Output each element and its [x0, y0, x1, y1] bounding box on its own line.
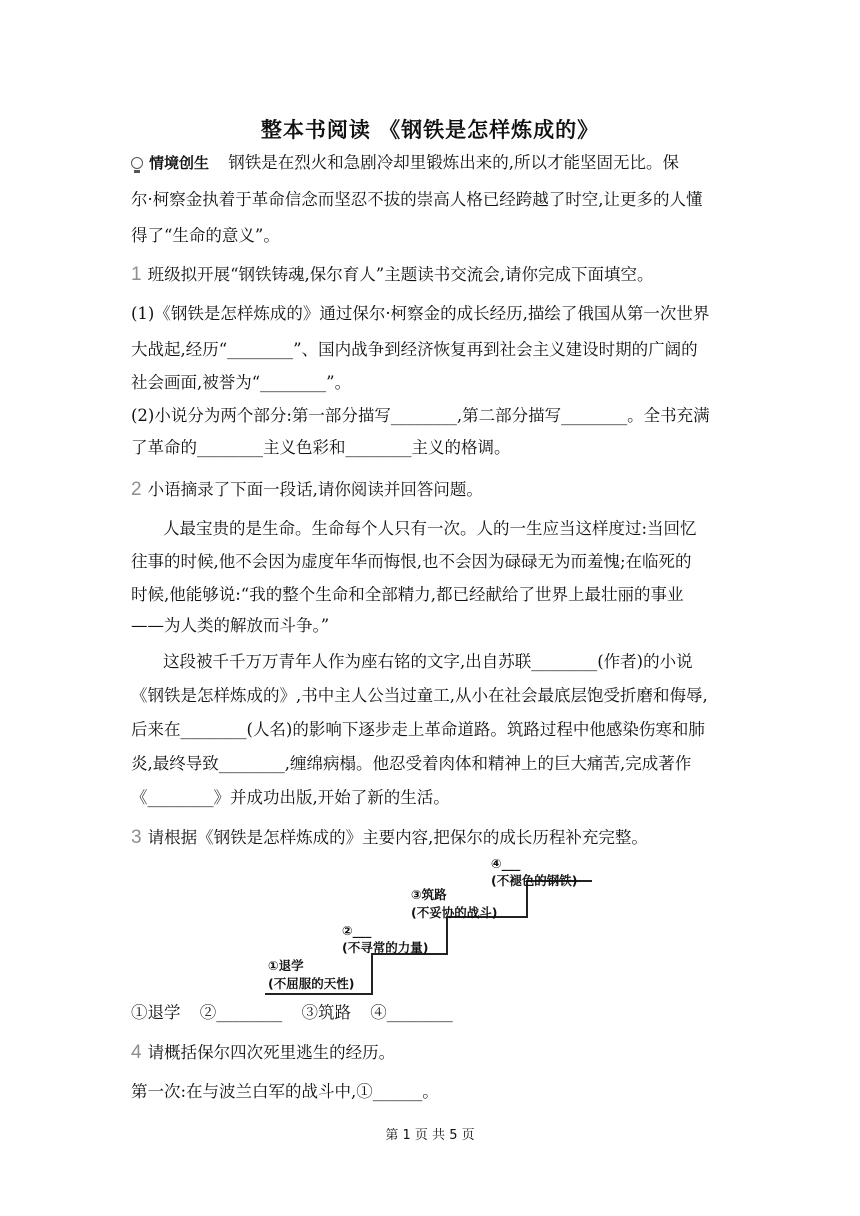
question-number: 2 — [131, 479, 142, 500]
question-number: 4 — [131, 1042, 142, 1063]
q1-line: 了革命的________主义色彩和________主义的格调。 — [131, 438, 511, 457]
q2-line: 人最宝贵的是生命。生命每个人只有一次。人的一生应当这样度过:当回忆 — [163, 519, 697, 538]
q2-line: 炎,最终导致________,缠绵病榻。他忍受着肉体和精神上的巨大痛苦,完成著作 — [131, 754, 692, 773]
page-title: 整本书阅读 《钢铁是怎样炼成的》 — [260, 118, 600, 142]
question-number: 1 — [131, 264, 142, 285]
q1-line: 大战起,经历“________”、国内战争到经济恢复再到社会主义建设时期的广阔的 — [131, 340, 698, 359]
q4-line: 第一次:在与波兰白军的战斗中,①______。 — [131, 1082, 439, 1101]
step-label: ④___ — [491, 856, 521, 871]
intro-text-1: 钢铁是在烈火和急剧冷却里锻炼出来的,所以才能坚固无比。保 — [228, 153, 680, 172]
question-3-stem — [131, 827, 648, 849]
q2-line: 往事的时候,他不会因为虚度年华而悔恨,也不会因为碌碌无为而羞愧;在临死的 — [131, 552, 692, 571]
step-3 — [411, 885, 497, 921]
question-text: 班级拟开展“钢铁铸魂,保尔育人”主题读书交流会,请你完成下面填空。 — [147, 265, 654, 284]
intro-badge: 情境创生 — [131, 154, 209, 172]
intro-line-1 — [131, 152, 679, 174]
question-text: 请根据《钢铁是怎样炼成的》主要内容,把保尔的成长历程补充完整。 — [147, 828, 648, 847]
q2-line: 《________》并成功出版,开始了新的生活。 — [131, 788, 450, 807]
q1-line: (1)《钢铁是怎样炼成的》通过保尔·柯察金的成长经历,描绘了俄国从第一次世界 — [131, 304, 710, 323]
step-caption: (不妥协的战斗) — [411, 905, 498, 920]
q2-line: 后来在________(人名)的影响下逐步走上革命道路。筑路过程中他感染伤寒和肺 — [131, 720, 705, 739]
step-caption: (不屈服的天性) — [268, 976, 355, 991]
q1-line: 社会画面,被誉为“________”。 — [131, 373, 352, 392]
q2-line: 《钢铁是怎样炼成的》,书中主人公当过童工,从小在社会最底层饱受折磨和侮辱, — [131, 686, 708, 705]
step-2 — [342, 923, 428, 956]
question-2-stem — [131, 479, 483, 501]
step-label: ③筑路 — [411, 887, 447, 902]
page-footer: 第 1 页 共 5 页 — [385, 1128, 475, 1143]
q3-answer-line: ①退学 ②________ ③筑路 ④________ — [131, 1003, 453, 1022]
step-label: ②___ — [342, 923, 372, 938]
question-1-stem — [131, 264, 653, 286]
q2-line: ——为人类的解放而斗争。” — [131, 616, 330, 635]
question-text: 请概括保尔四次死里逃生的经历。 — [147, 1043, 396, 1062]
lightbulb-icon — [131, 157, 143, 169]
q2-line: 这段被千千万万青年人作为座右铭的文字,出自苏联________(作者)的小说 — [163, 652, 693, 671]
step-4 — [491, 856, 577, 889]
intro-line-3: 得了“生命的意义”。 — [131, 226, 280, 245]
step-label: ①退学 — [268, 958, 304, 973]
question-number: 3 — [131, 827, 142, 848]
step-caption: (不寻常的力量) — [342, 940, 429, 955]
question-text: 小语摘录了下面一段话,请你阅读并回答问题。 — [147, 480, 483, 499]
q1-line: (2)小说分为两个部分:第一部分描写________,第二部分描写________。全书充满 — [131, 406, 710, 425]
intro-line-2: 尔·柯察金执着于革命信念而坚忍不拔的崇高人格已经跨越了时空,让更多的人懂 — [131, 190, 703, 209]
step-1 — [268, 956, 354, 992]
question-4-stem — [131, 1042, 395, 1064]
step-caption: (不褪色的钢铁) — [491, 873, 578, 888]
q2-line: 时候,他能够说:“我的整个生命和全部精力,都已经献给了世界上最壮丽的事业 — [131, 585, 684, 604]
